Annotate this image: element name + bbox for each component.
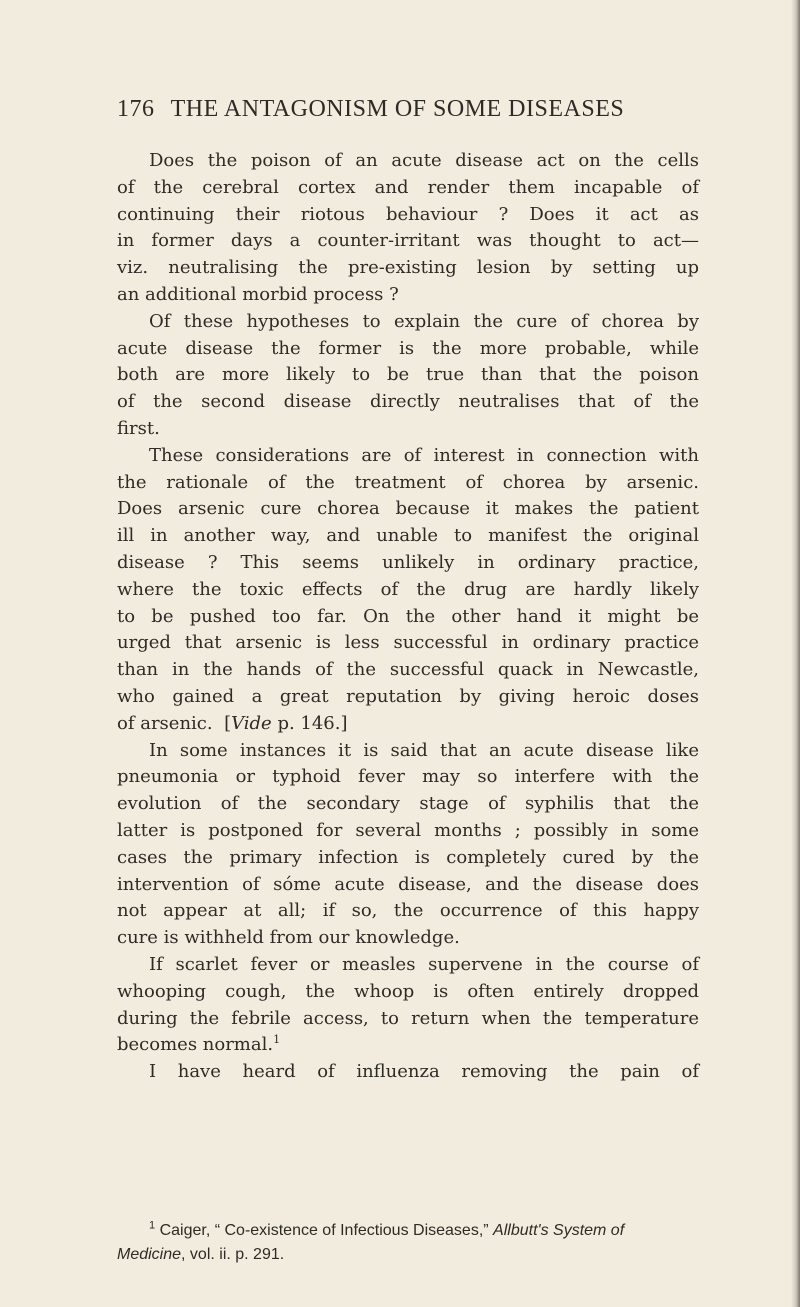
text-fragment: of arsenic. <box>117 712 213 734</box>
cross-reference: p. 146.] <box>271 712 348 734</box>
text-line: If scarlet fever or measles supervene in the course of <box>149 953 699 975</box>
footnote-citation: , vol. ii. p. 291. <box>181 1246 285 1263</box>
text-line-with-footnote <box>117 1032 699 1059</box>
footnote-line <box>117 1243 699 1267</box>
footnote-number: 1 <box>149 1219 156 1232</box>
text-line: in former days a counter-irritant was thought to act— <box>117 230 699 252</box>
page-number: 176 <box>117 96 155 122</box>
body-text <box>117 148 699 1086</box>
text-line: the rationale of the treatment of chorea by arsenic. <box>117 471 699 493</box>
text-line: viz. neutralising the pre-existing lesion by setting up <box>117 257 699 279</box>
text-line: pneumonia or typhoid fever may so interfere with the <box>117 766 699 788</box>
text-line: Does the poison of an acute disease act on the cells <box>149 150 699 171</box>
text-line: I have heard of influenza removing the pain of <box>149 1061 699 1083</box>
vide-word: Vide <box>231 712 272 734</box>
running-header <box>117 96 717 123</box>
footnote-source: Allbutt's System of <box>493 1222 625 1239</box>
text-line: disease ? This seems unlikely in ordinary practice, <box>117 551 699 573</box>
text-line: continuing their riotous behaviour ? Does it act as <box>117 203 699 225</box>
text-line: not appear at all; if so, the occurrence of this happy <box>117 900 699 922</box>
page-edge-shadow <box>791 0 800 1307</box>
text-line: intervention of sóme acute disease, and the disease does <box>117 873 699 895</box>
footnote-source-cont: Medicine <box>117 1246 182 1263</box>
running-title: THE ANTAGONISM OF SOME DISEASES <box>170 96 625 122</box>
text-line-with-reference <box>117 711 699 738</box>
text-line: acute disease the former is the more probable, while <box>117 337 699 359</box>
text-line: to be pushed too far. On the other hand it might be <box>117 605 699 627</box>
footnote-marker: 1 <box>273 1033 281 1047</box>
text-line: of the cerebral cortex and render them incapable of <box>117 176 699 198</box>
text-line: first. <box>117 417 160 439</box>
text-line: of the second disease directly neutralises that of the <box>117 391 699 413</box>
footnote-line <box>117 1219 699 1243</box>
text-line: urged that arsenic is less successful in ordinary practice <box>117 632 699 654</box>
text-line: Of these hypotheses to explain the cure of chorea by <box>149 310 699 332</box>
text-line: than in the hands of the successful quack in Newcastle, <box>117 659 699 681</box>
footnote <box>117 1219 699 1267</box>
text-line: evolution of the secondary stage of syphilis that the <box>117 793 699 815</box>
text-line: ill in another way, and unable to manifest the original <box>117 525 699 547</box>
text-line: who gained a great reputation by giving heroic doses <box>117 685 699 707</box>
text-line: In some instances it is said that an acute disease like <box>149 739 699 761</box>
reference-open-bracket: [ <box>224 712 232 734</box>
text-line: cases the primary infection is completely cured by the <box>117 846 699 868</box>
text-line: whooping cough, the whoop is often entirely dropped <box>117 980 699 1002</box>
footnote-text: Caiger, “ Co-existence of Infectious Diseases,” <box>155 1222 494 1239</box>
text-line: Does arsenic cure chorea because it makes the patient <box>117 498 699 520</box>
text-line: an additional morbid process ? <box>117 283 399 305</box>
text-line: both are more likely to be true than that the poison <box>117 364 699 386</box>
text-line: latter is postponed for several months ; possibly in some <box>117 819 699 841</box>
text-line: during the febrile access, to return when the temperature <box>117 1007 699 1029</box>
text-line: where the toxic effects of the drug are hardly likely <box>117 578 699 600</box>
text-fragment: becomes normal. <box>117 1034 274 1056</box>
text-line: cure is withheld from our knowledge. <box>117 927 460 949</box>
text-line: These considerations are of interest in connection with <box>149 444 699 466</box>
